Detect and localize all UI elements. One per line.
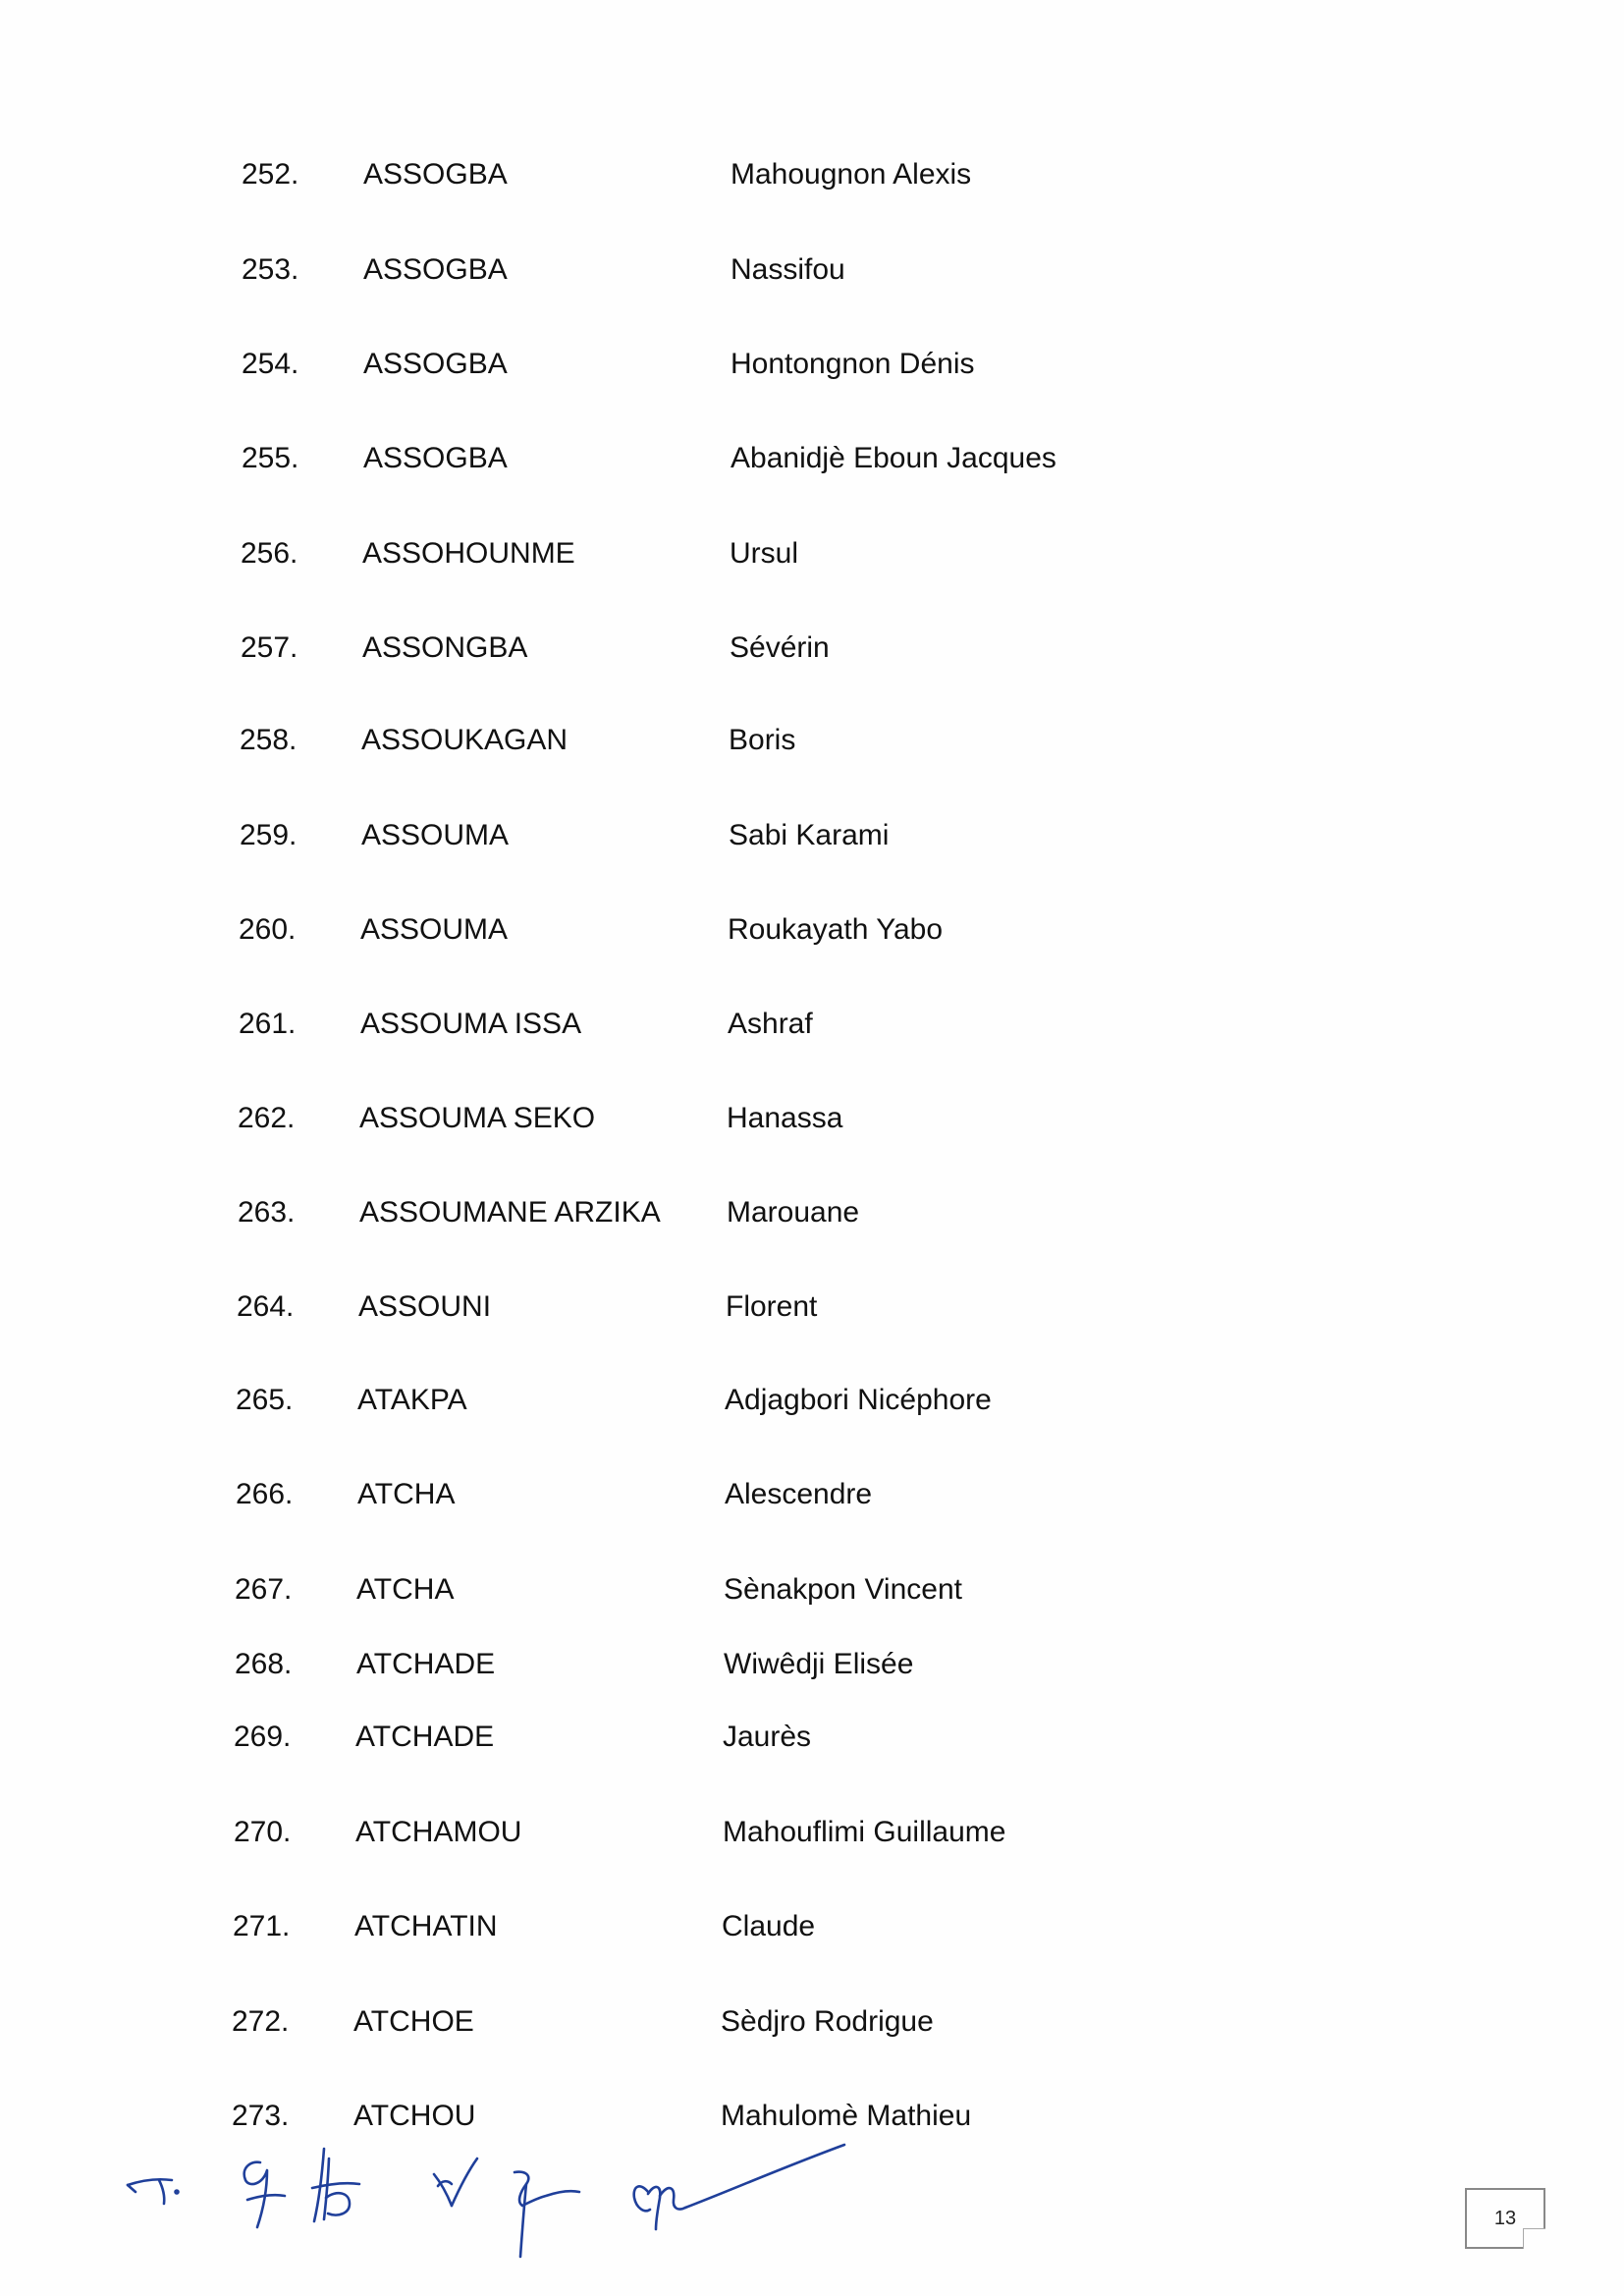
- entry-given-names: Marouane: [727, 1196, 860, 1229]
- list-item: [236, 1473, 1119, 1516]
- initial-mark-2: [244, 2162, 285, 2227]
- entry-number: 270.: [234, 1816, 292, 1848]
- entry-given-names: Jaurès: [723, 1721, 812, 1753]
- list-item: [232, 2095, 1115, 2138]
- entry-surname: ASSONGBA: [362, 631, 528, 664]
- entry-number: 253.: [242, 253, 299, 286]
- entry-given-names: Ursul: [730, 537, 799, 570]
- initial-mark-4: [434, 2159, 477, 2206]
- entry-surname: ASSOGBA: [363, 253, 508, 286]
- entry-given-names: Roukayath Yabo: [728, 913, 944, 946]
- entry-given-names: Adjagbori Nicéphore: [725, 1384, 992, 1416]
- entry-number: 266.: [236, 1478, 294, 1510]
- entry-given-names: Claude: [722, 1910, 816, 1942]
- entry-number: 265.: [236, 1384, 294, 1416]
- list-item: [239, 908, 1122, 952]
- entry-given-names: Sabi Karami: [729, 819, 890, 851]
- entry-given-names: Ashraf: [728, 1008, 813, 1040]
- entry-surname: ATCHATIN: [354, 1910, 498, 1942]
- entry-number: 269.: [234, 1721, 292, 1753]
- entry-number: 258.: [240, 724, 298, 756]
- entry-given-names: Sèdjro Rodrigue: [721, 2005, 934, 2038]
- entry-given-names: Alescendre: [725, 1478, 873, 1510]
- entry-surname: ATCHOE: [353, 2005, 474, 2038]
- page-number-text: 13: [1493, 2208, 1517, 2229]
- entry-surname: ASSOUMA: [360, 913, 509, 946]
- entry-surname: ATCHADE: [355, 1721, 495, 1753]
- initial-mark-1: [128, 2179, 179, 2204]
- entry-surname: ASSOGBA: [363, 442, 508, 474]
- entry-surname: ATCHA: [357, 1478, 456, 1510]
- list-item: [238, 1097, 1121, 1140]
- list-item: [241, 627, 1124, 670]
- entry-number: 273.: [232, 2100, 290, 2132]
- entry-number: 264.: [237, 1290, 295, 1323]
- entry-number: 255.: [242, 442, 299, 474]
- list-item: [234, 1716, 1117, 1759]
- handwritten-initials: [118, 2141, 864, 2269]
- initial-mark-6: [634, 2145, 844, 2229]
- entry-surname: ATCHA: [356, 1573, 455, 1606]
- list-item: [242, 343, 1125, 386]
- entry-number: 267.: [235, 1573, 293, 1606]
- entry-given-names: Sévérin: [730, 631, 830, 664]
- entry-surname: ATCHADE: [356, 1648, 496, 1680]
- list-item: [232, 2000, 1115, 2044]
- entry-given-names: Hontongnon Dénis: [731, 348, 975, 380]
- entry-number: 256.: [241, 537, 298, 570]
- entry-given-names: Florent: [726, 1290, 818, 1323]
- entry-surname: ASSOUMANE ARZIKA: [359, 1196, 661, 1229]
- entry-given-names: Sènakpon Vincent: [724, 1573, 962, 1606]
- entry-surname: ASSOUMA: [361, 819, 510, 851]
- initial-mark-5: [514, 2172, 579, 2257]
- entry-number: 271.: [233, 1910, 291, 1942]
- page-number: [1465, 2188, 1545, 2249]
- entry-given-names: Wiwêdji Elisée: [724, 1648, 914, 1680]
- list-item: [237, 1285, 1120, 1329]
- list-item: [234, 1811, 1117, 1854]
- list-item: [236, 1379, 1119, 1422]
- list-item: [240, 719, 1123, 762]
- entry-number: 262.: [238, 1102, 296, 1134]
- initial-mark-3: [312, 2149, 359, 2221]
- entry-surname: ATCHOU: [353, 2100, 476, 2132]
- entry-number: 268.: [235, 1648, 293, 1680]
- entry-surname: ATAKPA: [357, 1384, 467, 1416]
- list-item: [238, 1191, 1121, 1234]
- entry-number: 259.: [240, 819, 298, 851]
- entry-surname: ATCHAMOU: [355, 1816, 522, 1848]
- list-item: [242, 153, 1125, 196]
- list-item: [241, 532, 1124, 575]
- list-item: [242, 437, 1125, 480]
- list-item: [242, 248, 1125, 292]
- entry-surname: ASSOHOUNME: [362, 537, 575, 570]
- entry-number: 272.: [232, 2005, 290, 2038]
- entry-given-names: Mahulomè Mathieu: [721, 2100, 972, 2132]
- page-corner-fold: [1523, 2228, 1545, 2249]
- entry-surname: ASSOUNI: [358, 1290, 492, 1323]
- entry-given-names: Hanassa: [727, 1102, 843, 1134]
- list-item: [233, 1905, 1116, 1948]
- entry-number: 260.: [239, 913, 297, 946]
- entry-number: 261.: [239, 1008, 297, 1040]
- entry-surname: ASSOUMA SEKO: [359, 1102, 596, 1134]
- entry-given-names: Abanidjè Eboun Jacques: [731, 442, 1056, 474]
- entry-given-names: Boris: [729, 724, 796, 756]
- list-item: [235, 1568, 1118, 1612]
- entry-given-names: Mahouflimi Guillaume: [723, 1816, 1006, 1848]
- list-item: [235, 1643, 1118, 1686]
- entry-surname: ASSOGBA: [363, 348, 508, 380]
- entry-given-names: Mahougnon Alexis: [731, 158, 972, 191]
- entry-number: 257.: [241, 631, 298, 664]
- list-item: [240, 814, 1123, 857]
- list-item: [239, 1003, 1122, 1046]
- entry-number: 263.: [238, 1196, 296, 1229]
- entry-given-names: Nassifou: [731, 253, 845, 286]
- entry-surname: ASSOUKAGAN: [361, 724, 568, 756]
- entry-surname: ASSOUMA ISSA: [360, 1008, 582, 1040]
- entry-number: 252.: [242, 158, 299, 191]
- entry-number: 254.: [242, 348, 299, 380]
- entry-surname: ASSOGBA: [363, 158, 508, 191]
